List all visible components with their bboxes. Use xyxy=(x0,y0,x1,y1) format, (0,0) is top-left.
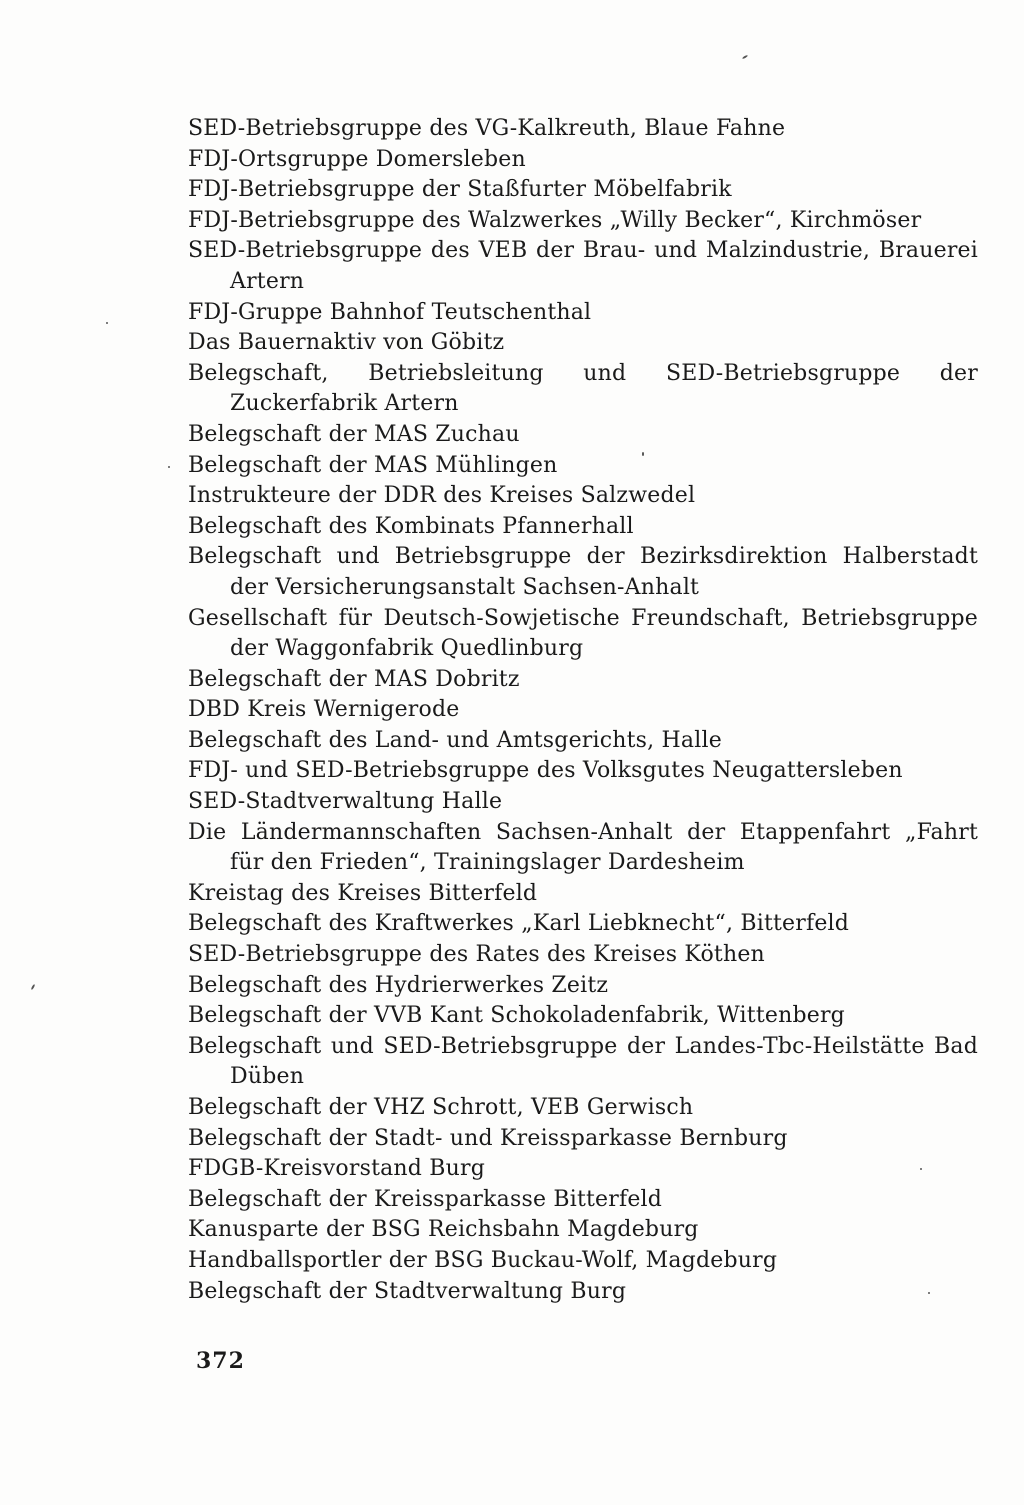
list-item: Belegschaft des Hydrierwerkes Zeitz xyxy=(188,972,609,998)
scan-speck xyxy=(928,1292,930,1294)
list-item: FDJ-Betriebsgruppe des Walzwerkes „Willy Becker“, Kirchmöser xyxy=(188,207,922,233)
list-item: Belegschaft des Kombinats Pfannerhall xyxy=(188,513,634,539)
scan-speck xyxy=(642,452,644,456)
page-number: 372 xyxy=(196,1348,245,1374)
entry-list xyxy=(188,114,978,1307)
list-item: FDGB-Kreisvorstand Burg xyxy=(188,1156,486,1182)
list-item: Belegschaft der VVB Kant Schokoladenfabrik, Wittenberg xyxy=(188,1003,845,1029)
list-item: FDJ-Ortsgruppe Domersleben xyxy=(188,146,526,172)
list-item: Gesellschaft für Deutsch-Sowjetische Freundschaft, Betriebsgruppe der Waggonfabrik Quedlinburg xyxy=(188,605,978,662)
list-item: Belegschaft des Land- und Amtsgerichts, Halle xyxy=(188,727,722,753)
list-item: Belegschaft der Stadtverwaltung Burg xyxy=(188,1278,627,1304)
list-item: FDJ-Betriebsgruppe der Staßfurter Möbelfabrik xyxy=(188,177,732,203)
scan-speck xyxy=(31,984,36,990)
list-item: Belegschaft der MAS Mühlingen xyxy=(188,452,558,478)
list-item: Belegschaft der MAS Zuchau xyxy=(188,421,520,447)
list-item: Belegschaft der VHZ Schrott, VEB Gerwisch xyxy=(188,1095,694,1120)
list-item: Belegschaft und SED-Betriebsgruppe der Landes-Tbc-Heilstätte Bad Düben xyxy=(188,1033,978,1090)
list-item: Kanusparte der BSG Reichsbahn Magdeburg xyxy=(188,1217,699,1243)
list-item: Handballsportler der BSG Buckau-Wolf, Magdeburg xyxy=(188,1247,778,1273)
list-item: Belegschaft der MAS Dobritz xyxy=(188,666,520,692)
list-item: SED-Stadtverwaltung Halle xyxy=(188,789,503,815)
list-item: Belegschaft der Stadt- und Kreissparkasse Bernburg xyxy=(188,1125,788,1151)
list-item: SED-Betriebsgruppe des Rates des Kreises Köthen xyxy=(188,942,765,968)
list-item: Belegschaft des Kraftwerkes „Karl Liebknecht“, Bitterfeld xyxy=(188,911,850,937)
list-item: Instrukteure der DDR des Kreises Salzwedel xyxy=(188,483,696,509)
list-item: DBD Kreis Wernigerode xyxy=(188,697,460,723)
scan-speck xyxy=(920,1168,922,1170)
list-item: Das Bauernaktiv von Göbitz xyxy=(188,330,505,356)
list-item: SED-Betriebsgruppe des VEB der Brau- und Malzindustrie, Brauerei Artern xyxy=(188,238,978,294)
list-item: Belegschaft der Kreissparkasse Bitterfeld xyxy=(188,1186,663,1212)
scan-speck xyxy=(168,466,170,468)
list-item: SED-Betriebsgruppe des VG-Kalkreuth, Blaue Fahne xyxy=(188,116,786,141)
list-item: FDJ-Gruppe Bahnhof Teutschenthal xyxy=(188,299,592,325)
list-item: Die Ländermannschaften Sachsen-Anhalt der Etappenfahrt „Fahrt für den Frieden“, Trainingslager Dardesheim xyxy=(188,819,978,876)
list-item: Belegschaft, Betriebsleitung und SED-Betriebsgruppe der Zuckerfabrik Artern xyxy=(188,360,978,417)
list-item: FDJ- und SED-Betriebsgruppe des Volksgutes Neugattersleben xyxy=(188,758,903,784)
list-item: Belegschaft und Betriebsgruppe der Bezirksdirektion Halberstadt der Versicherungsanstalt Sachsen-Anhalt xyxy=(188,544,978,600)
list-item: Kreistag des Kreises Bitterfeld xyxy=(188,880,538,906)
scan-speck xyxy=(106,322,108,324)
scan-speck xyxy=(742,55,748,60)
